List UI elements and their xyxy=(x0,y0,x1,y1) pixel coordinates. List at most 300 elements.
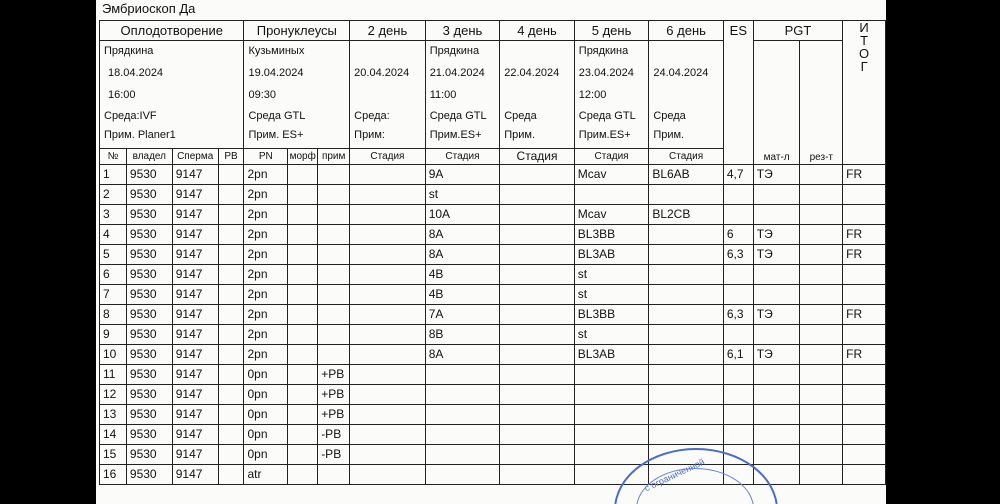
row-number: 3 xyxy=(100,205,127,225)
prim-cell xyxy=(318,185,350,205)
es-cell: 6,3 xyxy=(723,305,753,325)
header-day3: 3 день xyxy=(425,21,500,41)
row-number: 6 xyxy=(100,265,127,285)
pn-cell: 2pn xyxy=(244,225,288,245)
pgt-mat xyxy=(753,185,800,205)
info-day6 xyxy=(649,41,724,149)
table-row xyxy=(100,425,886,445)
header-pronuclei: Пронуклеусы xyxy=(244,21,350,41)
pgt-res xyxy=(800,225,843,245)
owner-cell: 9530 xyxy=(126,285,172,305)
morph-cell xyxy=(288,185,318,205)
sperm-cell: 9147 xyxy=(172,245,218,265)
header-pgt: PGT xyxy=(753,21,842,41)
info-line: 09:30 xyxy=(248,89,276,101)
morph-cell xyxy=(288,405,318,425)
day4-stage xyxy=(500,285,575,305)
document-sheet xyxy=(96,0,886,504)
morph-cell xyxy=(288,385,318,405)
owner-cell: 9530 xyxy=(126,405,172,425)
itog-cell xyxy=(843,365,886,385)
pn-cell: 0pn xyxy=(244,445,288,465)
row-number: 12 xyxy=(100,385,127,405)
day6-stage xyxy=(649,245,724,265)
itog-cell xyxy=(843,425,886,445)
day6-stage: BL6AB xyxy=(649,165,724,185)
pgt-mat-cell: мат-л xyxy=(753,41,800,165)
pgt-mat xyxy=(753,425,800,445)
info-line: Прим. ES+ xyxy=(248,129,304,141)
prim-cell xyxy=(318,325,350,345)
pb-cell xyxy=(218,285,244,305)
day4-stage xyxy=(500,185,575,205)
pgt-res xyxy=(800,325,843,345)
day3-stage xyxy=(425,465,500,485)
day5-stage: BL3AB xyxy=(574,345,649,365)
sub-stage-d4: Стадия xyxy=(500,149,575,165)
pgt-mat xyxy=(753,265,800,285)
info-line: Кузьминых xyxy=(248,45,305,57)
es-cell: 4,7 xyxy=(723,165,753,185)
pn-cell: 2pn xyxy=(244,265,288,285)
day6-stage xyxy=(649,265,724,285)
day3-stage xyxy=(425,365,500,385)
info-line: Среда xyxy=(504,110,537,122)
header-day6: 6 день xyxy=(649,21,724,41)
row-number: 4 xyxy=(100,225,127,245)
row-number: 5 xyxy=(100,245,127,265)
info-line: Среда:IVF xyxy=(104,110,157,122)
sub-stage-d2: Стадия xyxy=(350,149,426,165)
pgt-mat xyxy=(753,385,800,405)
es-cell xyxy=(723,285,753,305)
prim-cell: +PB xyxy=(318,385,350,405)
day2-stage xyxy=(350,245,426,265)
es-cell xyxy=(723,425,753,445)
itog-letter: Т xyxy=(860,33,869,48)
day4-stage xyxy=(500,305,575,325)
prim-cell xyxy=(318,465,350,485)
prim-cell xyxy=(318,345,350,365)
table-row xyxy=(100,365,886,385)
day2-stage xyxy=(350,345,426,365)
day3-stage: 4B xyxy=(425,265,500,285)
day5-stage xyxy=(574,425,649,445)
sub-pn: PN xyxy=(244,149,288,165)
morph-cell xyxy=(288,265,318,285)
pgt-res xyxy=(800,425,843,445)
day4-stage xyxy=(500,325,575,345)
sub-owner: владел xyxy=(126,149,172,165)
info-day5 xyxy=(574,41,649,149)
sperm-cell: 9147 xyxy=(172,165,218,185)
day3-stage xyxy=(425,405,500,425)
morph-cell xyxy=(288,285,318,305)
es-cell xyxy=(723,265,753,285)
itog-cell: FR xyxy=(843,245,886,265)
info-line: 18.04.2024 xyxy=(108,67,164,79)
prim-cell xyxy=(318,265,350,285)
pb-cell xyxy=(218,305,244,325)
day5-stage: st xyxy=(574,285,649,305)
row-number: 13 xyxy=(100,405,127,425)
pn-cell: 2pn xyxy=(244,305,288,325)
day2-stage xyxy=(350,405,426,425)
pb-cell xyxy=(218,405,244,425)
prim-cell: +PB xyxy=(318,405,350,425)
owner-cell: 9530 xyxy=(126,365,172,385)
day6-stage xyxy=(649,365,724,385)
day6-stage xyxy=(649,345,724,365)
owner-cell: 9530 xyxy=(126,185,172,205)
owner-cell: 9530 xyxy=(126,305,172,325)
day4-stage xyxy=(500,385,575,405)
day5-stage: Mcav xyxy=(574,205,649,225)
info-line: 20.04.2024 xyxy=(354,67,410,79)
table-row xyxy=(100,445,886,465)
info-row xyxy=(100,41,886,149)
pb-cell xyxy=(218,445,244,465)
pgt-res xyxy=(800,245,843,265)
owner-cell: 9530 xyxy=(126,325,172,345)
info-line: Среда GTL xyxy=(429,110,487,122)
itog-cell: FR xyxy=(843,305,886,325)
owner-cell: 9530 xyxy=(126,225,172,245)
owner-cell: 9530 xyxy=(126,385,172,405)
pb-cell xyxy=(218,205,244,225)
info-day4 xyxy=(500,41,575,149)
row-number: 16 xyxy=(100,465,127,485)
header-day5: 5 день xyxy=(574,21,649,41)
day3-stage: 8B xyxy=(425,325,500,345)
morph-cell xyxy=(288,425,318,445)
day5-stage: st xyxy=(574,265,649,285)
day3-stage: 8A xyxy=(425,245,500,265)
sperm-cell: 9147 xyxy=(172,365,218,385)
day2-stage xyxy=(350,465,426,485)
pb-cell xyxy=(218,225,244,245)
info-line: 12:00 xyxy=(578,89,607,101)
pgt-mat xyxy=(753,205,800,225)
es-cell xyxy=(723,365,753,385)
itog-cell xyxy=(843,445,886,465)
table-row xyxy=(100,325,886,345)
owner-cell: 9530 xyxy=(126,465,172,485)
row-number: 11 xyxy=(100,365,127,385)
row-number: 14 xyxy=(100,425,127,445)
sperm-cell: 9147 xyxy=(172,445,218,465)
pb-cell xyxy=(218,465,244,485)
pb-cell xyxy=(218,385,244,405)
itog-cell xyxy=(843,265,886,285)
info-line: Прядкина xyxy=(104,45,154,57)
itog-cell xyxy=(843,325,886,345)
info-line: 19.04.2024 xyxy=(248,67,304,79)
info-line: Среда xyxy=(653,110,686,122)
pgt-res xyxy=(800,445,843,465)
pn-cell: 2pn xyxy=(244,185,288,205)
itog-cell: FR xyxy=(843,225,886,245)
pgt-mat xyxy=(753,405,800,425)
day5-stage: BL3BB xyxy=(574,225,649,245)
sub-num: № xyxy=(100,149,127,165)
prim-cell: +PB xyxy=(318,365,350,385)
pgt-res xyxy=(800,265,843,285)
stamp-text: с ограниченной xyxy=(642,456,707,494)
sperm-cell: 9147 xyxy=(172,325,218,345)
pgt-res xyxy=(800,305,843,325)
day5-stage xyxy=(574,405,649,425)
pgt-mat xyxy=(753,285,800,305)
day5-stage: st xyxy=(574,325,649,345)
info-line: 24.04.2024 xyxy=(653,67,709,79)
itog-cell xyxy=(843,405,886,425)
day3-stage: st xyxy=(425,185,500,205)
pn-cell: 2pn xyxy=(244,205,288,225)
prim-cell: -PB xyxy=(318,445,350,465)
day6-stage xyxy=(649,425,724,445)
day2-stage xyxy=(350,425,426,445)
row-number: 15 xyxy=(100,445,127,465)
day5-stage: BL3BB xyxy=(574,305,649,325)
day4-stage xyxy=(500,445,575,465)
sub-pb: PB xyxy=(218,149,244,165)
day2-stage xyxy=(350,205,426,225)
day5-stage: Mcav xyxy=(574,165,649,185)
itog-cell: FR xyxy=(843,165,886,185)
itog-letter: О xyxy=(859,46,870,61)
morph-cell xyxy=(288,325,318,345)
table-row xyxy=(100,245,886,265)
morph-cell xyxy=(288,365,318,385)
sperm-cell: 9147 xyxy=(172,345,218,365)
prim-cell xyxy=(318,225,350,245)
row-number: 9 xyxy=(100,325,127,345)
day6-stage xyxy=(649,385,724,405)
es-cell xyxy=(723,385,753,405)
info-line: Прим. xyxy=(653,129,685,141)
info-line: 11:00 xyxy=(429,89,457,101)
header-itog xyxy=(843,21,886,165)
itog-cell: FR xyxy=(843,345,886,365)
info-line: 22.04.2024 xyxy=(504,67,560,79)
pb-cell xyxy=(218,425,244,445)
info-line: 16:00 xyxy=(108,89,136,101)
day4-stage xyxy=(500,425,575,445)
es-cell xyxy=(723,185,753,205)
itog-cell xyxy=(843,385,886,405)
day4-stage xyxy=(500,265,575,285)
info-line: Среда GTL xyxy=(578,110,636,122)
row-number: 7 xyxy=(100,285,127,305)
sperm-cell: 9147 xyxy=(172,305,218,325)
owner-cell: 9530 xyxy=(126,245,172,265)
header-row xyxy=(100,21,886,41)
pgt-res xyxy=(800,345,843,365)
day4-stage xyxy=(500,365,575,385)
table-row xyxy=(100,225,886,245)
row-number: 1 xyxy=(100,165,127,185)
day2-stage xyxy=(350,225,426,245)
info-line: Прим.ES+ xyxy=(578,129,631,141)
day3-stage: 7A xyxy=(425,305,500,325)
itog-letter: Г xyxy=(860,59,868,74)
day3-stage: 4B xyxy=(425,285,500,305)
owner-cell: 9530 xyxy=(126,205,172,225)
itog-cell xyxy=(843,465,886,485)
owner-cell: 9530 xyxy=(126,445,172,465)
day3-stage xyxy=(425,385,500,405)
pn-cell: 2pn xyxy=(244,285,288,305)
prim-cell: -PB xyxy=(318,425,350,445)
day4-stage xyxy=(500,225,575,245)
itog-cell xyxy=(843,185,886,205)
itog-letter: И xyxy=(859,20,869,35)
row-number: 2 xyxy=(100,185,127,205)
day3-stage: 10A xyxy=(425,205,500,225)
pn-cell: 2pn xyxy=(244,325,288,345)
day5-stage xyxy=(574,185,649,205)
day4-stage xyxy=(500,205,575,225)
info-line: Среда GTL xyxy=(248,110,306,122)
sperm-cell: 9147 xyxy=(172,385,218,405)
es-cell: 6,3 xyxy=(723,245,753,265)
pb-cell xyxy=(218,325,244,345)
row-number: 8 xyxy=(100,305,127,325)
sperm-cell: 9147 xyxy=(172,405,218,425)
pgt-res xyxy=(800,385,843,405)
day5-stage xyxy=(574,385,649,405)
day4-stage xyxy=(500,405,575,425)
pgt-mat xyxy=(753,365,800,385)
table-row xyxy=(100,405,886,425)
header-fertilization: Оплодотворение xyxy=(100,21,244,41)
itog-cell xyxy=(843,285,886,305)
sub-stage-d6: Стадия xyxy=(649,149,724,165)
prim-cell xyxy=(318,165,350,185)
sperm-cell: 9147 xyxy=(172,185,218,205)
pgt-res xyxy=(800,165,843,185)
day6-stage xyxy=(649,225,724,245)
row-number: 10 xyxy=(100,345,127,365)
itog-cell xyxy=(843,205,886,225)
pgt-res-cell: рез-т xyxy=(800,41,843,165)
day4-stage xyxy=(500,465,575,485)
day4-stage xyxy=(500,245,575,265)
day3-stage xyxy=(425,445,500,465)
day2-stage xyxy=(350,325,426,345)
info-line: 21.04.2024 xyxy=(429,67,485,79)
pgt-mat: ТЭ xyxy=(753,245,800,265)
morph-cell xyxy=(288,225,318,245)
day2-stage xyxy=(350,265,426,285)
pgt-res xyxy=(800,405,843,425)
sub-morph: морф xyxy=(288,149,318,165)
morph-cell xyxy=(288,205,318,225)
pn-cell: 2pn xyxy=(244,345,288,365)
sperm-cell: 9147 xyxy=(172,205,218,225)
info-day2 xyxy=(350,41,426,149)
day2-stage xyxy=(350,165,426,185)
header-day2: 2 день xyxy=(350,21,426,41)
day2-stage xyxy=(350,385,426,405)
day2-stage xyxy=(350,305,426,325)
pn-cell: 0pn xyxy=(244,365,288,385)
morph-cell xyxy=(288,165,318,185)
pgt-res xyxy=(800,285,843,305)
info-line: 23.04.2024 xyxy=(578,67,634,79)
pgt-mat: ТЭ xyxy=(753,345,800,365)
day2-stage xyxy=(350,445,426,465)
info-line: Прим: xyxy=(354,129,385,141)
es-cell: 6 xyxy=(723,225,753,245)
prim-cell xyxy=(318,205,350,225)
sperm-cell: 9147 xyxy=(172,465,218,485)
embryo-table xyxy=(99,20,886,485)
day3-stage: 9A xyxy=(425,165,500,185)
info-line: Прим.ES+ xyxy=(429,129,482,141)
day3-stage: 8A xyxy=(425,345,500,365)
pn-cell: 2pn xyxy=(244,165,288,185)
owner-cell: 9530 xyxy=(126,345,172,365)
table-row xyxy=(100,385,886,405)
pgt-res xyxy=(800,465,843,485)
table-row xyxy=(100,305,886,325)
day4-stage xyxy=(500,345,575,365)
day6-stage xyxy=(649,285,724,305)
pb-cell xyxy=(218,185,244,205)
sperm-cell: 9147 xyxy=(172,225,218,245)
document-title: Эмбриоскоп Да xyxy=(102,1,196,16)
table-row xyxy=(100,285,886,305)
day5-stage xyxy=(574,365,649,385)
table-row xyxy=(100,265,886,285)
pn-cell: 0pn xyxy=(244,405,288,425)
header-es: ES xyxy=(723,21,753,165)
table-row xyxy=(100,345,886,365)
sperm-cell: 9147 xyxy=(172,265,218,285)
prim-cell xyxy=(318,245,350,265)
day6-stage xyxy=(649,305,724,325)
pn-cell: atr xyxy=(244,465,288,485)
prim-cell xyxy=(318,305,350,325)
table-row xyxy=(100,165,886,185)
pn-cell: 0pn xyxy=(244,385,288,405)
pb-cell xyxy=(218,365,244,385)
pgt-mat: ТЭ xyxy=(753,305,800,325)
day3-stage: 8A xyxy=(425,225,500,245)
day6-stage: BL2CB xyxy=(649,205,724,225)
info-fertilization xyxy=(100,41,244,149)
day2-stage xyxy=(350,185,426,205)
sub-stage-d3: Стадия xyxy=(425,149,500,165)
sub-sperm: Сперма xyxy=(172,149,218,165)
day6-stage xyxy=(649,325,724,345)
info-pronuclei xyxy=(244,41,350,149)
sperm-cell: 9147 xyxy=(172,425,218,445)
es-cell: 6,1 xyxy=(723,345,753,365)
pgt-mat xyxy=(753,325,800,345)
info-line: Прим. xyxy=(504,129,536,141)
pgt-res xyxy=(800,185,843,205)
morph-cell xyxy=(288,245,318,265)
owner-cell: 9530 xyxy=(126,265,172,285)
info-line: Среда: xyxy=(354,110,390,122)
pb-cell xyxy=(218,245,244,265)
pb-cell xyxy=(218,265,244,285)
table-row xyxy=(100,205,886,225)
pb-cell xyxy=(218,345,244,365)
